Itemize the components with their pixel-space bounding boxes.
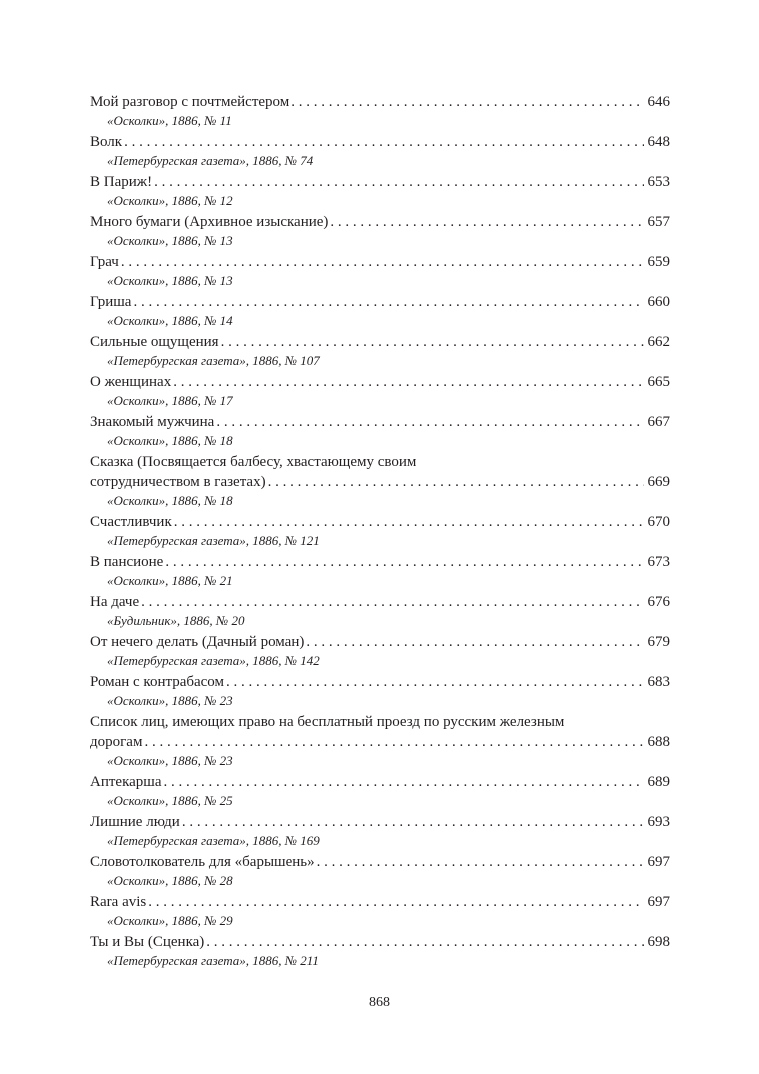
entry-title: В пансионе bbox=[90, 554, 164, 570]
dot-leader bbox=[164, 772, 645, 792]
dot-leader bbox=[141, 592, 644, 612]
dot-leader bbox=[144, 732, 644, 752]
entry-line bbox=[90, 552, 670, 572]
entry-line bbox=[90, 932, 670, 952]
toc-entry bbox=[90, 132, 670, 170]
entry-source: «Осколки», 1886, № 21 bbox=[107, 573, 233, 588]
entry-title: О женщинах bbox=[90, 374, 172, 390]
entry-line bbox=[90, 852, 670, 872]
toc-entry bbox=[90, 552, 670, 590]
entry-page: 669 bbox=[647, 474, 670, 490]
entry-source: «Осколки», 1886, № 11 bbox=[107, 113, 232, 128]
table-of-contents bbox=[90, 92, 670, 972]
toc-entry bbox=[90, 772, 670, 810]
entry-title: Лишние люди bbox=[90, 814, 180, 830]
entry-source: «Осколки», 1886, № 29 bbox=[107, 913, 233, 928]
entry-source: «Будильник», 1886, № 20 bbox=[107, 613, 245, 628]
dot-leader bbox=[268, 472, 644, 492]
entry-title: Аптекарша bbox=[90, 774, 162, 790]
toc-entry bbox=[90, 252, 670, 290]
entry-line bbox=[90, 512, 670, 532]
entry-title: В Париж! bbox=[90, 174, 153, 190]
entry-page: 688 bbox=[647, 734, 670, 750]
entry-source: «Петербургская газета», 1886, № 142 bbox=[107, 653, 320, 668]
entry-source: «Петербургская газета», 1886, № 74 bbox=[107, 153, 314, 168]
entry-page: 667 bbox=[647, 414, 670, 430]
entry-page: 670 bbox=[647, 514, 670, 530]
toc-entry bbox=[90, 212, 670, 250]
dot-leader bbox=[291, 92, 644, 112]
entry-source: «Петербургская газета», 1886, № 107 bbox=[107, 353, 320, 368]
entry-source: «Осколки», 1886, № 17 bbox=[107, 393, 233, 408]
entry-title: Волк bbox=[90, 134, 123, 150]
entry-page: 676 bbox=[647, 594, 670, 610]
entry-page: 653 bbox=[647, 174, 670, 190]
toc-entry bbox=[90, 932, 670, 970]
entry-title: Ты и Вы (Сценка) bbox=[90, 934, 205, 950]
dot-leader bbox=[306, 632, 644, 652]
entry-source: «Петербургская газета», 1886, № 121 bbox=[107, 533, 320, 548]
toc-entry bbox=[90, 712, 670, 770]
entry-page: 665 bbox=[647, 374, 670, 390]
entry-title: сотрудничеством в газетах) bbox=[90, 474, 266, 490]
entry-title: Много бумаги (Архивное изыскание) bbox=[90, 214, 329, 230]
entry-page: 697 bbox=[647, 854, 670, 870]
entry-source: «Осколки», 1886, № 12 bbox=[107, 193, 233, 208]
entry-title: На даче bbox=[90, 594, 140, 610]
entry-line bbox=[90, 812, 670, 832]
entry-title: дорогам bbox=[90, 734, 143, 750]
entry-line bbox=[90, 472, 670, 492]
entry-title: Гриша bbox=[90, 294, 132, 310]
entry-source: «Петербургская газета», 1886, № 169 bbox=[107, 833, 320, 848]
toc-entry bbox=[90, 852, 670, 890]
dot-leader bbox=[182, 812, 644, 832]
entry-line bbox=[90, 732, 670, 752]
toc-entry bbox=[90, 292, 670, 330]
toc-entry bbox=[90, 592, 670, 630]
toc-entry bbox=[90, 512, 670, 550]
entry-page: 697 bbox=[647, 894, 670, 910]
entry-line bbox=[90, 632, 670, 652]
entry-title: Словотолкователь для «барышень» bbox=[90, 854, 315, 870]
entry-source: «Осколки», 1886, № 23 bbox=[107, 753, 233, 768]
entry-page: 662 bbox=[647, 334, 670, 350]
dot-leader bbox=[317, 852, 644, 872]
dot-leader bbox=[154, 172, 644, 192]
toc-entry bbox=[90, 172, 670, 210]
entry-title-line1: Список лиц, имеющих право на бесплатный проезд по русским железным bbox=[90, 714, 565, 730]
entry-page: 679 bbox=[647, 634, 670, 650]
entry-page: 673 bbox=[647, 554, 670, 570]
dot-leader bbox=[174, 512, 644, 532]
entry-title: Грач bbox=[90, 254, 119, 270]
entry-line bbox=[90, 412, 670, 432]
entry-source: «Осколки», 1886, № 18 bbox=[107, 493, 233, 508]
entry-page: 683 bbox=[647, 674, 670, 690]
dot-leader bbox=[121, 252, 644, 272]
dot-leader bbox=[221, 332, 644, 352]
entry-title: Rara avis bbox=[90, 894, 147, 910]
dot-leader bbox=[173, 372, 644, 392]
entry-page: 693 bbox=[647, 814, 670, 830]
entry-line bbox=[90, 172, 670, 192]
dot-leader bbox=[133, 292, 644, 312]
entry-line bbox=[90, 672, 670, 692]
entry-page: 659 bbox=[647, 254, 670, 270]
toc-entry bbox=[90, 672, 670, 710]
entry-title-line1: Сказка (Посвящается балбесу, хвастающему своим bbox=[90, 454, 417, 470]
entry-page: 689 bbox=[647, 774, 670, 790]
entry-page: 698 bbox=[647, 934, 670, 950]
toc-entry bbox=[90, 412, 670, 450]
entry-source: «Осколки», 1886, № 25 bbox=[107, 793, 233, 808]
toc-entry bbox=[90, 812, 670, 850]
entry-title: Знакомый мужчина bbox=[90, 414, 215, 430]
entry-source: «Осколки», 1886, № 23 bbox=[107, 693, 233, 708]
entry-line bbox=[90, 772, 670, 792]
dot-leader bbox=[124, 132, 644, 152]
toc-entry bbox=[90, 332, 670, 370]
toc-entry bbox=[90, 632, 670, 670]
entry-title: Мой разговор с почтмейстером bbox=[90, 94, 290, 110]
entry-line bbox=[90, 212, 670, 232]
entry-line bbox=[90, 292, 670, 312]
toc-entry bbox=[90, 92, 670, 130]
entry-page: 648 bbox=[647, 134, 670, 150]
entry-title: От нечего делать (Дачный роман) bbox=[90, 634, 305, 650]
dot-leader bbox=[148, 892, 644, 912]
entry-line bbox=[90, 92, 670, 112]
dot-leader bbox=[330, 212, 644, 232]
entry-title: Сильные ощущения bbox=[90, 334, 219, 350]
toc-entry bbox=[90, 372, 670, 410]
dot-leader bbox=[216, 412, 644, 432]
entry-source: «Осколки», 1886, № 18 bbox=[107, 433, 233, 448]
toc-entry bbox=[90, 452, 670, 510]
entry-line bbox=[90, 592, 670, 612]
entry-title: Роман с контрабасом bbox=[90, 674, 225, 690]
entry-source: «Осколки», 1886, № 13 bbox=[107, 233, 233, 248]
entry-line bbox=[90, 892, 670, 912]
entry-line bbox=[90, 332, 670, 352]
page-number: 868 bbox=[369, 995, 390, 1010]
entry-page: 657 bbox=[647, 214, 670, 230]
entry-line bbox=[90, 132, 670, 152]
entry-page: 660 bbox=[647, 294, 670, 310]
dot-leader bbox=[165, 552, 644, 572]
entry-source: «Осколки», 1886, № 14 bbox=[107, 313, 233, 328]
entry-line bbox=[90, 252, 670, 272]
toc-entry bbox=[90, 892, 670, 930]
entry-title: Счастливчик bbox=[90, 514, 172, 530]
entry-source: «Осколки», 1886, № 28 bbox=[107, 873, 233, 888]
entry-source: «Петербургская газета», 1886, № 211 bbox=[107, 953, 319, 968]
entry-source: «Осколки», 1886, № 13 bbox=[107, 273, 233, 288]
entry-line bbox=[90, 372, 670, 392]
dot-leader bbox=[226, 672, 644, 692]
dot-leader bbox=[206, 932, 644, 952]
entry-page: 646 bbox=[647, 94, 670, 110]
